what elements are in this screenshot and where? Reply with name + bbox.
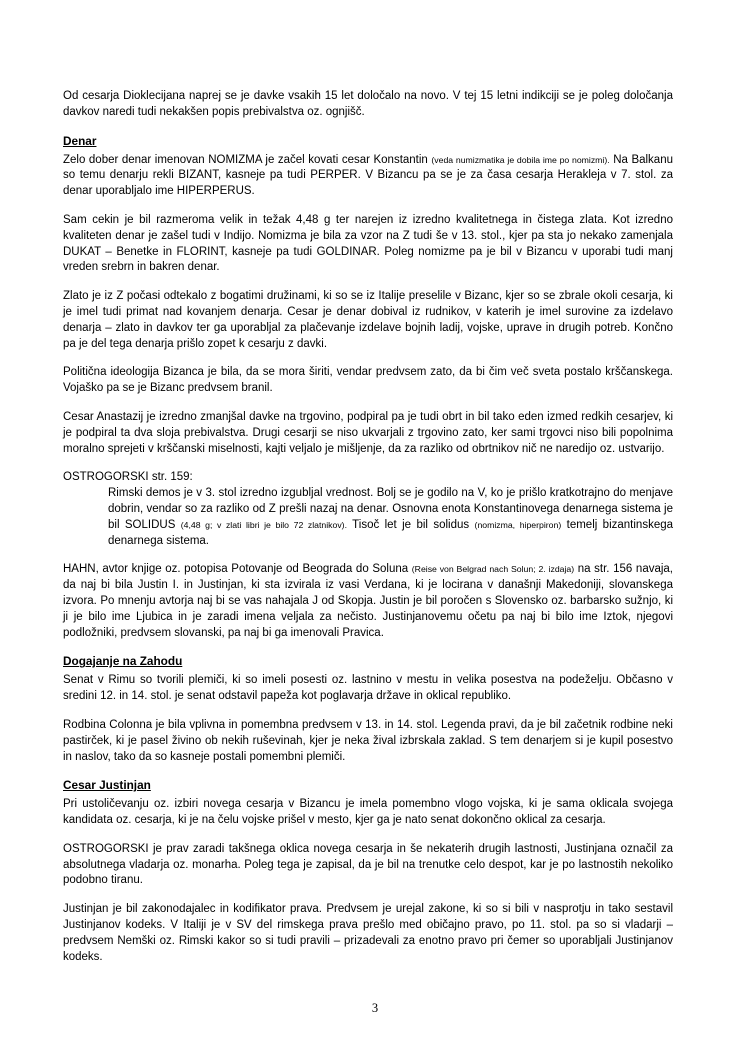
paragraph-ostrogorski: OSTROGORSKI je prav zaradi takšnega oklica novega cesarja in še nekaterih drugih lastnosti, Justinjana označil za absolutnega vladarja oz. monarha. Poleg tega je zapisal, da je bil na trenutke celo despot, kar je po lastnostih nekoliko podobno tiranu. bbox=[63, 842, 673, 887]
paragraph-senat: Senat v Rimu so tvorili plemiči, ki so imeli posesti oz. lastnino v mestu in velika posestva na podeželju. Občasno v sredini 12. in 14. stol. je senat odstavil papeža kot poglavarja države in oklical republiko. bbox=[63, 674, 673, 703]
paragraph-ustolicevanje: Pri ustoličevanju oz. izbiri novega cesarja v Bizancu je imela pomembno vlogo vojska, ki je sama oklicala svojega kandidata oz. cesarja, ki je na čelu vojske prišel v mesto, kjer ga je nato senat dokončno oklical za cesarja. bbox=[63, 798, 673, 827]
paragraph-nomizma bbox=[63, 153, 673, 200]
page-number: 3 bbox=[371, 1001, 379, 1015]
heading-zahod: Dogajanje na Zahodu bbox=[63, 654, 183, 669]
nomizma-note: (veda numizmatika je dobila ime po nomizmi). bbox=[431, 154, 610, 165]
quote-note-nomizma: (nomizma, hiperpiron) bbox=[474, 519, 562, 530]
quote-text-c: temelj bizantinskega denarnega sistema. bbox=[108, 518, 674, 547]
document-body bbox=[63, 89, 673, 978]
quote-ostrogorski bbox=[108, 486, 673, 549]
heading-denar: Denar bbox=[63, 133, 97, 148]
quote-note-solidus: (4,48 g; v zlati libri je bilo 72 zlatnikov). bbox=[180, 519, 347, 530]
hahn-text-a: HAHN, avtor knjige oz. potopisa Potovanje od Beograda do Soluna bbox=[63, 563, 409, 576]
paragraph-hahn bbox=[63, 562, 673, 641]
nomizma-text-b: Na Balkanu so temu denarju rekli BIZANT, kasneje pa tudi PERPER. V Bizancu pa se je za časa cesarja Herakleja v 7. stol. za denar uporabljalo ime HIPERPERUS. bbox=[63, 153, 673, 198]
paragraph-colonna: Rodbina Colonna je bila vplivna in pomembna predvsem v 13. in 14. stol. Legenda pravi, da je bil začetnik rodbine neki pastirček, ki je pasel živino ob nekih ruševinah, kjer je neka žival izbrskala zaklad. S tem denarjem si je kupil posestvo in naslov, tako da so kasneje postali pomembni plemiči. bbox=[63, 718, 673, 763]
quote-text-a: Rimski demos je v 3. stol izredno izgubljal vrednost. Bolj se je godilo na V, ko je prišlo kratkotrajno do menjave dobrin, vendar so za razliko od Z prešli nazaj na denar. Osnovna enota Konstantinovega denarnega sistema je bil SOLIDUS bbox=[108, 487, 673, 531]
paragraph-zakonodajalec: Justinjan je bil zakonodajalec in kodifikator prava. Predvsem je urejal zakone, ki so si bili v nasprotju in tako sestavil Justinjanov kodeks. V Italiji je v SV del rimskega prava prešlo med običajno pravo, po 11. stol. pa so si vladarji – predvsem Nemški oz. Rimski kakor so si tudi pravili – prizadevali za enotno pravo pri čemer so uporabljali Justinjanov kodeks. bbox=[63, 903, 673, 963]
paragraph-ideologija: Politična ideologija Bizanca je bila, da se mora širiti, vendar predvsem zato, da bi čim več sveta postalo krščanskega. Vojaško pa se je Bizanc predvsem branil. bbox=[63, 366, 673, 395]
paragraph-zlato: Zlato je iz Z počasi odtekalo z bogatimi družinami, ki so se iz Italije preselile v Bizanc, kjer so se zbrale okoli cesarja, ki je imel tudi primat nad kovanjem denarja. Cesar je denar dobival iz rudnikov, v katerih je imel surovine za izdelavo denarja – zlato in davkov ter ga uporabljal za plačevanje izdelave bojnih ladij, vojske, uprave in drugih potreb. Končno pa je del tega denarja prišlo zopet k cesarju z davki. bbox=[63, 290, 673, 350]
hahn-text-b: na str. 156 navaja, da naj bi bila Justin I. in Justinjan, ki sta izvirala iz vasi Verdana, ki je locirana v današnji Makedoniji, slovanskega izvora. Po mnenju avtorja naj bi se vas nahajala J od Skopja. Justin je bil poročen s Slovensko oz. barbarsko sužnjo, ki ji je bilo ime Ljubica in je zaradi imena veljala za nečisto. Justinjanovemu očetu pa naj bi bilo ime Iztok, njegovi podložniki, predvsem slovanski, pa naj bi ga imenovali Pravica. bbox=[63, 563, 674, 639]
nomizma-text-a: Zelo dober denar imenovan NOMIZMA je začel kovati cesar Konstantin bbox=[63, 153, 428, 166]
hahn-note: (Reise von Belgrad nach Solun; 2. izdaja) bbox=[411, 564, 575, 575]
quote-source: OSTROGORSKI str. 159: bbox=[63, 471, 193, 484]
quote-text-b: Tisoč let je bil solidus bbox=[352, 518, 470, 531]
paragraph-indikcija: Od cesarja Dioklecijana naprej se je davke vsakih 15 let določalo na novo. V tej 15 letni indikciji se je poleg določanja davkov naredi tudi nekakšen popis prebivalstva oz. ognjišč. bbox=[63, 90, 673, 118]
paragraph-cekin: Sam cekin je bil razmeroma velik in težak 4,48 g ter narejen iz izredno kvalitetnega in čistega zlata. Kot izredno kvaliteten denar je zašel tudi v Indijo. Nomizma je bila za vzor na Z tudi še v 13. stol., kjer pa sta jo nekako zamenjala DUKAT – Benetke in FLORINT, kasneje pa tudi GOLDINAR. Poleg nomizme pa je bil v Bizancu v uporabi tudi manj vreden srebrn in bakren denar. bbox=[63, 213, 673, 274]
paragraph-anastazij: Cesar Anastazij je izredno zmanjšal davke na trgovino, podpiral pa je tudi obrt in bil tako eden izmed redkih cesarjev, ki je podpiral ta dva sloja prebivalstva. Drugi cesarji se niso ukvarjali z trgovino zato, ker sami trgovci niso bili popolnima moralno sprejeti v krščanski miselnosti, kajti veljalo je mišljenje, da za razliko od obrtnikov nič ne naredijo oz. ustvarijo. bbox=[63, 410, 673, 455]
heading-justinjan: Cesar Justinjan bbox=[63, 778, 151, 793]
